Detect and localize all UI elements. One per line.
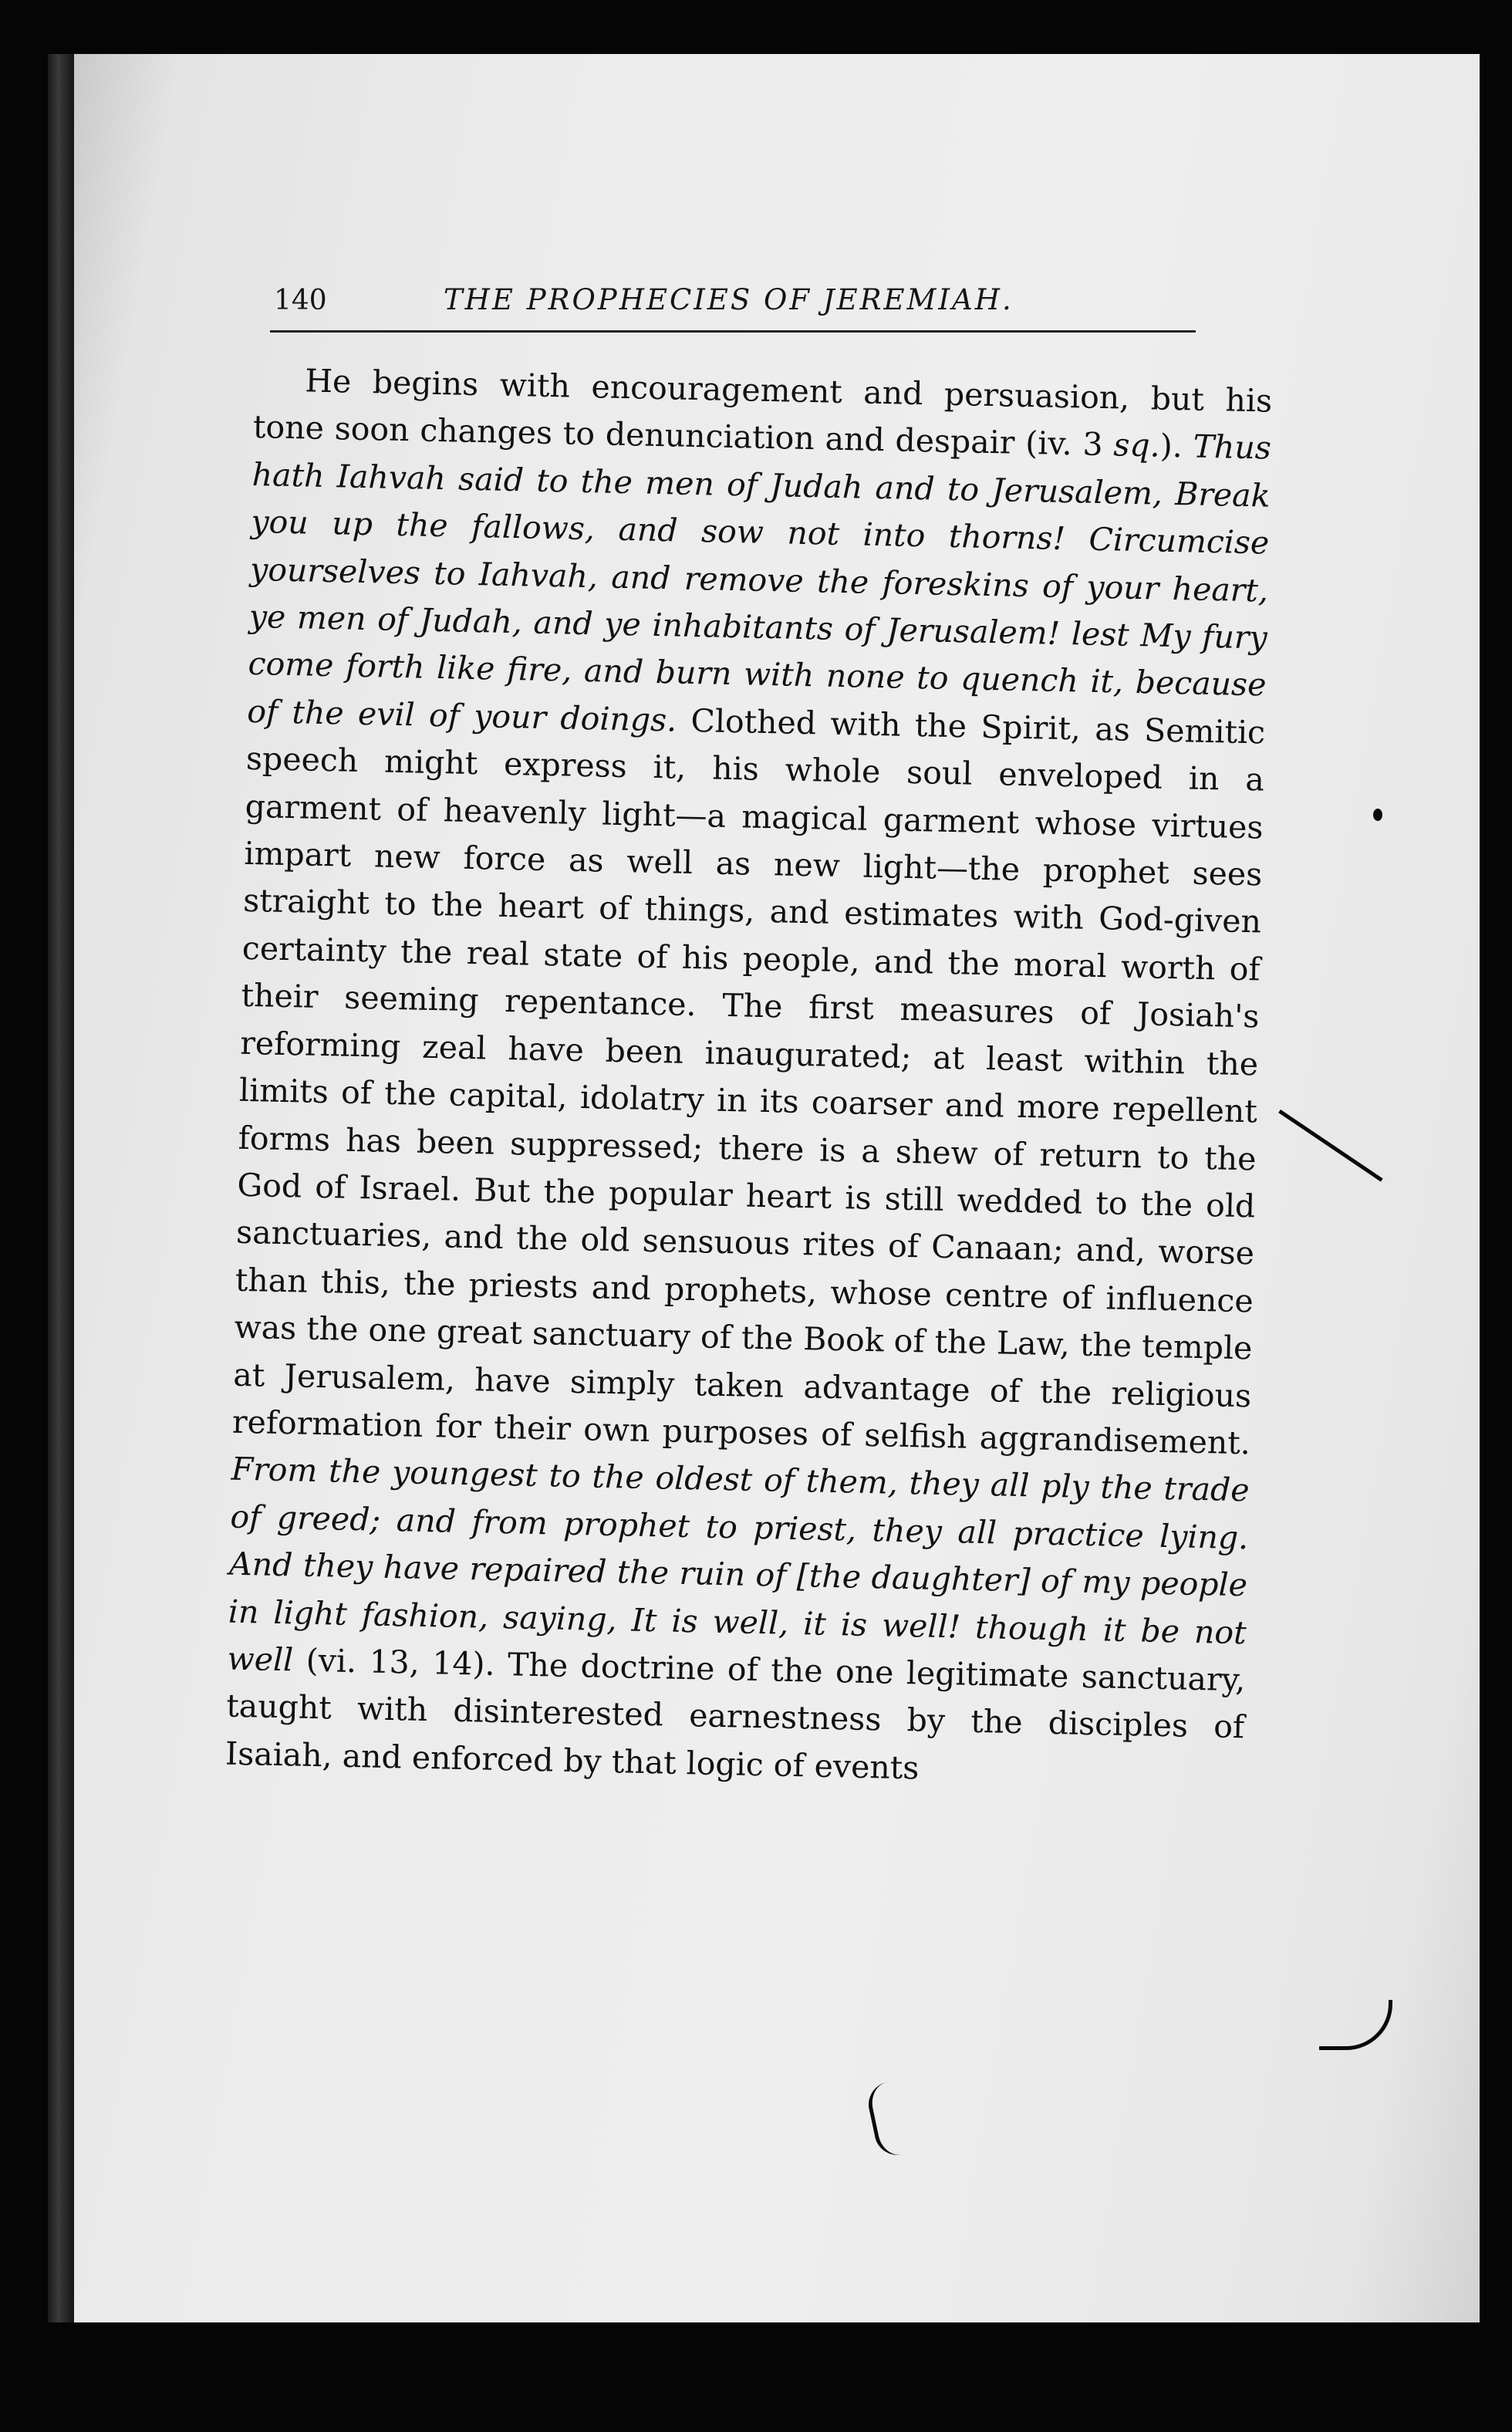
text-run-italic: sq. [1112,426,1161,465]
text-run: He begins with encouragement and persuasion, but his tone soon changes to denunciation and despair (iv. 3 [252,362,1273,464]
page-header [274,274,1200,336]
text-run: (vi. 13, 14). The doctrine of the one legitimate sanctuary, taught with disinterested earnestness by the disciples of Isaiah, and enforced by that logic of events [224,1641,1246,1787]
margin-pencil-dot [1373,809,1382,821]
quotation-jeremiah-6: From the youngest to the oldest of them, they all ply the trade of greed; and from prophet to priest, they all practice lying. And they have repaired the ruin of [the daughter] of my people in light fashion, saying, It is well, it is well! though it be not well [227,1451,1250,1679]
paragraph [224,356,1272,1799]
body-text [224,356,1272,1799]
book-binding-edge [48,54,74,2322]
quotation-jeremiah-4: Thus hath Iahvah said to the men of Judah and to Jerusalem, Break you up the fallows, and sow not into thorns! Circumcise yourselves to Iahvah, and remove the foreskins of your heart, ye men of Judah, and ye inhabitants of Jerusalem! lest My fury come forth like fire, and burn with none to quench it, because of the evil of your doings. [246,427,1272,739]
text-run: ). [1159,427,1194,465]
page-number: 140 [274,285,327,316]
header-rule [270,330,1196,333]
running-head: THE PROPHECIES OF JEREMIAH. [444,283,1014,316]
text-run: Clothed with the Spirit, as Semitic speech might express it, his whole soul enveloped in a garment of heavenly light—a magical garment whose virtues impart new force as well as new light—the prophet sees straight to the heart of things, and estimates with God-given certainty the real state of his people, and the moral worth of their seeming repentance. The first measures of Josiah's reforming zeal have been inaugurated; at least within the limits of the capital, idolatry in its coarser and more repellent forms has been suppressed; there is a shew of return to the God of Israel. But the popular heart is still wedded to the old sanctuaries, and the old sensuous rites of Canaan; and, worse than this, the priests and prophets, whose centre of influence was the one great sanctuary of the Book of the Law, the temple at Jerusalem, have simply taken advantage of the religious reformation for their own purposes of selfish aggrandisement. [231,701,1266,1462]
